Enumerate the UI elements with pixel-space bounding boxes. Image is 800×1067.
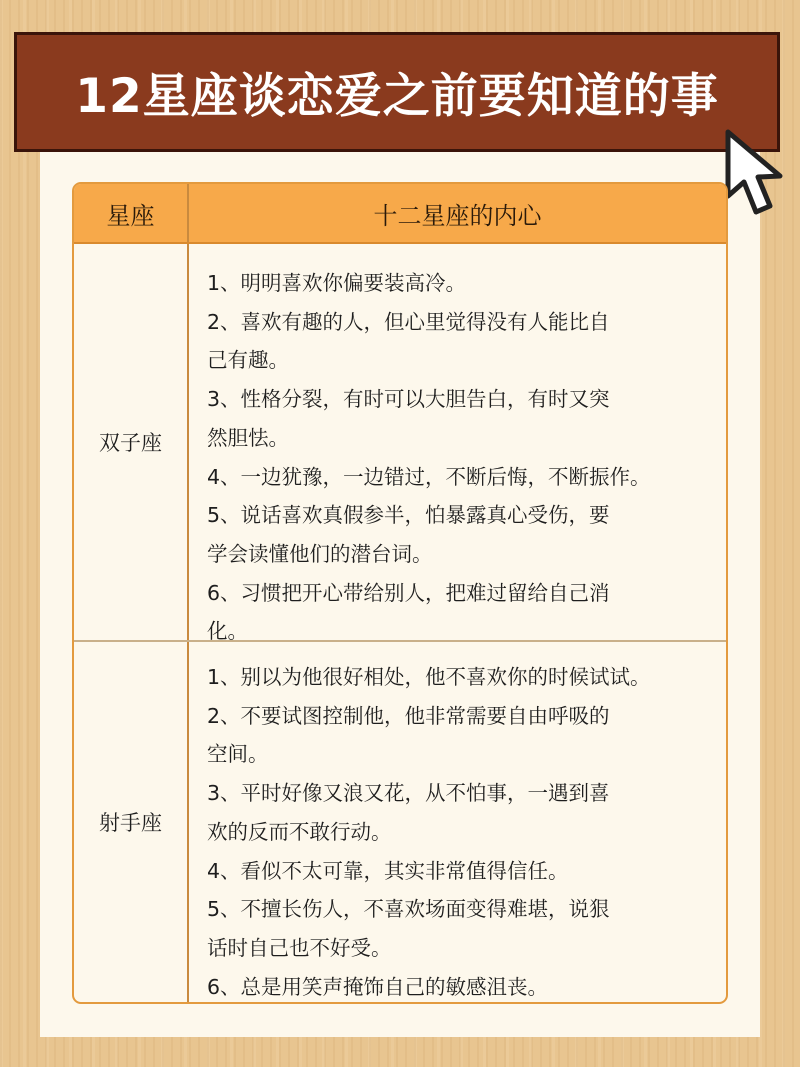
sign-description <box>189 642 726 1002</box>
title-banner <box>14 32 780 152</box>
description-line: 然胆怯。 <box>207 425 289 450</box>
description-line: 1、别以为他很好相处，他不喜欢你的时候试试。 <box>207 665 651 689</box>
description-line: 6、习惯把开心带给别人，把难过留给自己消 <box>207 580 610 605</box>
sign-name: 射手座 <box>74 642 189 1002</box>
description-line: 3、性格分裂，有时可以大胆告白，有时又突 <box>207 387 610 412</box>
description-line: 5、不擅长伤人，不喜欢场面变得难堪，说狠 <box>207 897 610 922</box>
description-line: 2、不要试图控制他，他非常需要自由呼吸的 <box>207 703 610 728</box>
description-line: 化。 <box>207 619 248 644</box>
description-line: 己有趣。 <box>207 348 289 373</box>
description-line: 空间。 <box>207 742 269 767</box>
description-line: 3、平时好像又浪又花，从不怕事，一遇到喜 <box>207 781 610 806</box>
description-line: 学会读懂他们的潜台词。 <box>207 541 433 566</box>
description-line: 2、喜欢有趣的人，但心里觉得没有人能比自 <box>207 309 610 334</box>
description-line: 4、一边犹豫，一边错过，不断后悔，不断振作。 <box>207 464 651 489</box>
table-row <box>74 642 726 1002</box>
description-line: 欢的反而不敢行动。 <box>207 819 392 844</box>
header-sign: 星座 <box>74 184 189 242</box>
cursor-pointer-icon <box>722 126 790 222</box>
table-header <box>74 184 726 244</box>
header-inner: 十二星座的内心 <box>373 201 542 230</box>
page-title: 12星座谈恋爱之前要知道的事 <box>75 68 719 124</box>
description-line: 4、看似不太可靠，其实非常值得信任。 <box>207 858 569 883</box>
description-line: 6、总是用笑声掩饰自己的敏感沮丧。 <box>207 974 549 999</box>
table-row <box>74 244 726 642</box>
description-line: 话时自己也不好受。 <box>207 935 392 960</box>
sign-name: 双子座 <box>74 244 189 640</box>
sign-description <box>189 244 726 644</box>
zodiac-table <box>72 182 728 1004</box>
description-line: 5、说话喜欢真假参半，怕暴露真心受伤，要 <box>207 503 610 528</box>
description-line: 1、明明喜欢你偏要装高冷。 <box>207 271 467 295</box>
